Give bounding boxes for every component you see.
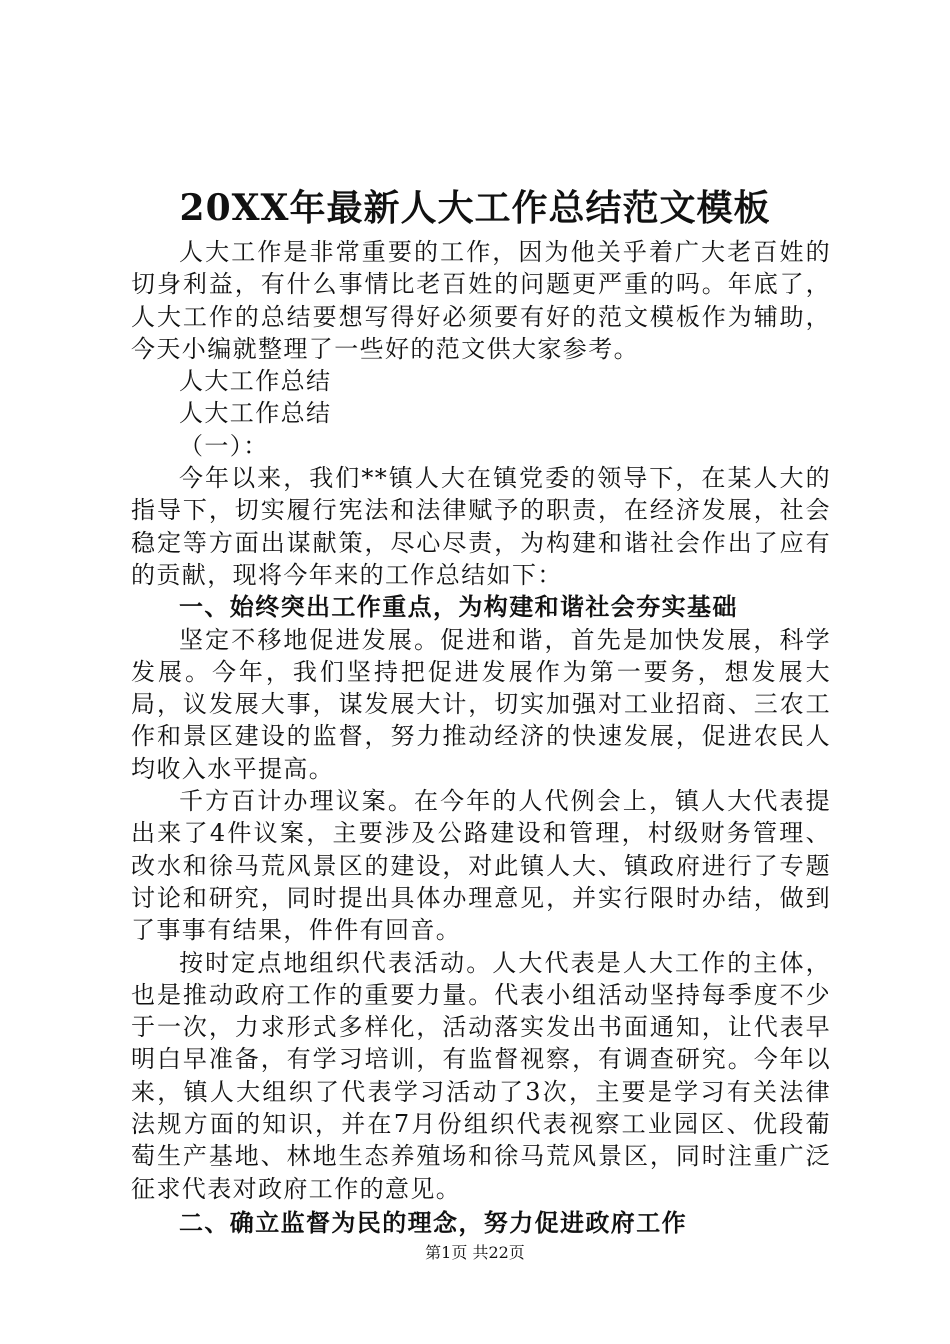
document-title: 20XX年最新人大工作总结范文模板 (179, 187, 771, 229)
section-heading: 二、确立监督为民的理念，努力促进政府工作 (179, 1207, 687, 1237)
page-footer: 第1页 共22页 (425, 1243, 525, 1262)
subtitle-line: 人大工作总结 (179, 367, 332, 396)
subtitle-line: 人大工作总结 (179, 399, 332, 428)
section-heading: 一、始终突出工作重点，为构建和谐社会夯实基础 (179, 592, 738, 622)
body-paragraph: 按时定点地组织代表活动。人大代表是人大工作的主体，也是推动政府工作的重要力量。代表小组活动坚持每季度不少于一次，力求形式多样化，活动落实发出书面通知，让代表早明白早准备，有学习培训，有监督视察，有调查研究。今年以来，镇人大组织了代表学习活动了3次，主要是学习有关法律法规方面的知识，并在7月份组织代表视察工业园区、优段葡萄生产基地、林地生态养殖场和徐马荒风景区，同时注重广泛征求代表对政府工作的意见。 (131, 948, 831, 1203)
section-number: （一）： (179, 431, 269, 460)
body-paragraph: 今年以来，我们**镇人大在镇党委的领导下，在某人大的指导下，切实履行宪法和法律赋予的职责，在经济发展，社会稳定等方面出谋献策，尽心尽责，为构建和谐社会作出了应有的贡献，现将今年来的工作总结如下： (131, 464, 831, 589)
intro-paragraph: 人大工作是非常重要的工作，因为他关乎着广大老百姓的切身利益，有什么事情比老百姓的问题更严重的吗。年底了，人大工作的总结要想写得好必须要有好的范文模板作为辅助，今天小编就整理了一些好的范文供大家参考。 (131, 238, 831, 363)
document-body (131, 236, 831, 1239)
body-paragraph: 坚定不移地促进发展。促进和谐，首先是加快发展，科学发展。今年，我们坚持把促进发展作为第一要务，想发展大局，议发展大事，谋发展大计，切实加强对工业招商、三农工作和景区建设的监督，努力推动经济的快速发展，促进农民人均收入水平提高。 (131, 625, 831, 783)
body-paragraph: 千方百计办理议案。在今年的人代例会上，镇人大代表提出来了4件议案，主要涉及公路建设和管理，村级财务管理、改水和徐马荒风景区的建设，对此镇人大、镇政府进行了专题讨论和研究，同时提出具体办理意见，并实行限时办结，做到了事事有结果，件件有回音。 (131, 787, 831, 945)
